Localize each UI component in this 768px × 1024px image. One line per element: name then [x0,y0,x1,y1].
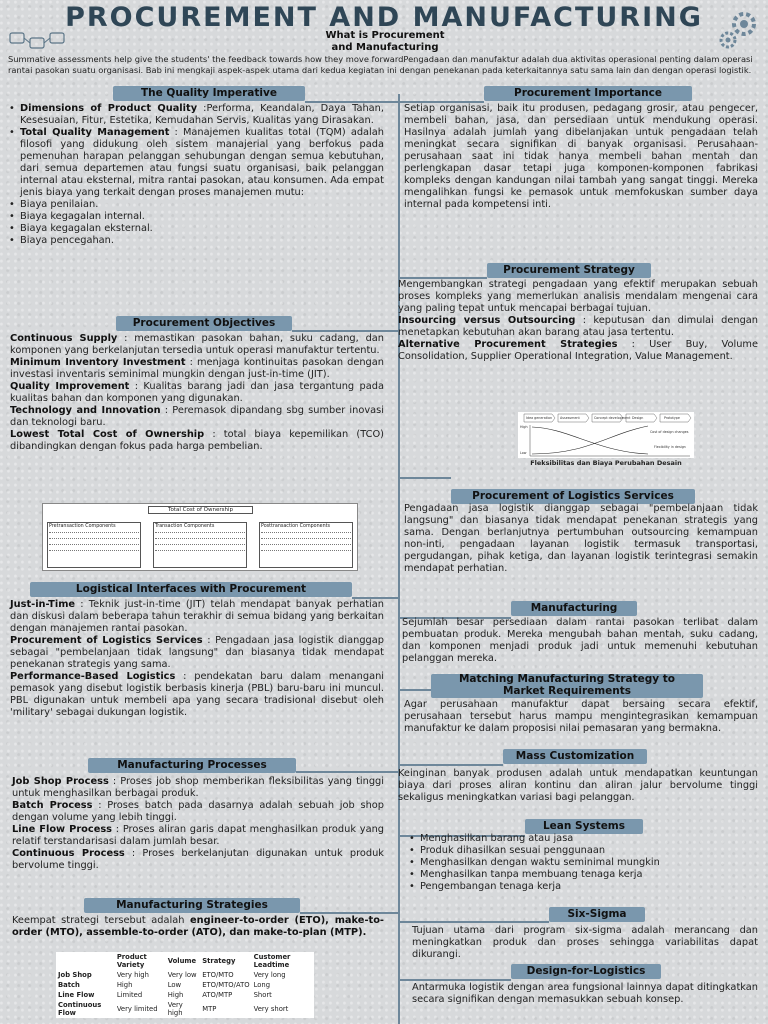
paragraph [10,381,384,405]
tco-col-1 [47,522,141,568]
term: Technology and Innovation [10,405,161,416]
table-cell: Very low [167,971,197,979]
term: Insourcing versus Outsourcing [398,315,576,326]
page-title: PROCUREMENT AND MANUFACTURING [65,2,703,33]
table-header [56,952,115,970]
table-cell: Continuous Flow [58,1001,102,1017]
term: Job Shop Process [12,776,109,787]
table-cell: Very high [167,1001,183,1017]
header-quality-imperative: The Quality Imperative [113,86,305,101]
term: Procurement of Logistics Services [10,635,203,646]
paragraph [10,429,384,453]
tco-figure [42,503,358,571]
design-change-figure [518,412,694,458]
table-cell: Short [253,991,272,999]
table-row [56,1000,314,1018]
stage-label: Assessment [560,416,580,420]
tco-col-title: Posttransaction Components [261,524,331,529]
term: Line Flow Process [12,824,113,835]
header-matching-strategy [431,674,703,698]
stage-label: Design [632,416,644,420]
paragraph [10,357,384,381]
definition: : menjaga kontinuitas pasokan dengan investasi inventaris seminimal mungkin dengan just-in-time (JIT). [10,357,384,380]
term: Total Quality Management [20,127,170,138]
table-cell: High [116,981,133,989]
lean-section [408,833,758,893]
list-item: • Biaya penilaian. [8,199,384,211]
header-manufacturing-processes: Manufacturing Processes [88,758,296,773]
mass-text: Keinginan banyak produsen adalah untuk mendapatkan keuntungan biaya dari proses aliran kontinu dan aliran jalur bervolume tinggi sekaligus meningkatkan variasi bagi pelanggan. [398,768,758,803]
connector [399,764,503,766]
connector [292,330,398,332]
importance-text: Setiap organisasi, baik itu produsen, pedagang grosir, atau pengecer, membeli bahan, jasa, dan persediaan untuk mendukung operasi. Hasilnya adalah jumlah yang dibelanjakan untuk pengadaan telah meningkat secara signifikan di banyak organisasi. Perusahaan-perusahaan saat ini tidak hanya membeli bahan mentah dan perlengkapan dasar tetapi juga komponen-komponen fabrikasi kompleks dengan kandungan nilai tambah yang sangat tinggi. Mereka mengalihkan fungsi ke pemasok untuk memfokuskan sumber daya internal pada kompetensi inti. [404,103,758,210]
table-cell: Long [253,981,271,989]
definition: : Manajemen kualitas total (TQM) adalah filosofi yang didukung oleh sistem manajerial yang berfokus pada pemenuhan harapan pelanggan sehubungan dengan semua kebutuhan, dari semua departemen atau fungsi suatu organisasi, baik pelanggan internal atau eksternal, mitra rantai pasokan, atau konsumen. Ada empat jenis biaya yang terkait dengan proses manajemen mutu: [20,127,384,198]
definition: : Pengadaan jasa logistik dianggap sebagai "pembelanjaan tidak langsung" dan biasanya tidak mendapat penekanan strategis yang sama. [10,635,384,670]
definition: : pendekatan baru dalam menangani pemasok yang disebut logistik berbasis kinerja (PBL) baru-baru ini muncul. PBL digunakan untuk membeli apa yang secara tradisional disebut oleh 'military' sebagai dukungan logistik. [10,671,385,718]
term: Just-in-Time [10,599,76,610]
figure-caption: Fleksibilitas dan Biaya Perubahan Desain [530,459,682,467]
list-item: • Menghasilkan tanpa membuang tenaga kerja [408,869,758,881]
table-row [56,980,314,990]
definition: : Peremasok dipandang sbg sumber inovasi dan teknologi baru. [10,405,384,428]
objectives-section [10,333,384,453]
paragraph [398,339,758,363]
dfl-text: Antarmuka logistik dengan area fungsional lainnya dapat ditingkatkan secara signifikan dengan memasukkan sebuah konsep. [412,982,758,1005]
list-item: • Biaya pencegahan. [8,235,384,247]
curve-label-flex: Flexibility in design [654,445,686,449]
table-row [56,970,314,980]
subtitle [260,30,510,54]
header-design-for-logistics: Design-for-Logistics [511,964,661,979]
header-six-sigma: Six-Sigma [549,907,645,922]
definition: : Proses aliran garis dapat menghasilkan produk yang relatif terstandarisasi dalam jumlah besar. [12,824,384,847]
curve-label-cost: Cost of design changes [650,430,689,434]
tco-figure-title: Total Cost of Ownership [148,506,253,514]
definition: : User Buy, Volume Consolidation, Supplier Operational Integration, Value Management. [398,339,758,362]
manufacturing-text: Sejumlah besar persediaan dalam rantai pasokan terlibat dalam pembuatan produk. Mereka mengubah bahan mentah, suku cadang, dan komponen menjadi produk jadi untuk memenuhi kebutuhan pelanggan mereka. [402,617,758,664]
term: Performance-Based Logistics [10,671,176,682]
connector [399,689,431,691]
definition: :Performa, Keandalan, Daya Tahan, Kesesuaian, Fitur, Estetika, Kemudahan Servis, Kualitas yang Dirasakan. [20,103,384,126]
table-cell: MTP [202,1005,217,1013]
definition: : Kualitas barang jadi dan jasa tergantung pada kualitas bahan dan komponen yang digunakan. [10,381,384,404]
subtitle-line-1: What is Procurement [325,30,445,41]
paragraph [398,315,758,339]
table-header: Product Variety [116,953,147,969]
processes-section [12,776,384,872]
sixsigma-text: Tujuan utama dari program six-sigma adalah merancang dan meningkatkan produk dan proses sehingga variabilitas dapat dikurangi. [412,925,758,960]
header-manufacturing: Manufacturing [511,601,637,616]
list-item [8,103,384,127]
table-cell: ETO/MTO [202,971,234,979]
table-header: Strategy [202,957,236,965]
connector [300,912,398,914]
table-cell: Low [167,981,182,989]
table-cell: Job Shop [58,971,92,979]
term: Batch Process [12,800,93,811]
paragraph [10,405,384,429]
table-cell: Line Flow [58,991,95,999]
term: Continuous Process [12,848,125,859]
matching-text: Agar perusahaan manufaktur dapat bersaing secara efektif, perusahaan tersebut harus mampu mengintegrasikan kemampuan manufaktur ke dalam proposisi nilai pemasaran yang bermakna. [404,699,758,734]
header-mass-customization: Mass Customization [503,749,647,764]
header-line: Market Requirements [502,684,632,697]
header-procurement-importance: Procurement Importance [484,86,692,101]
connector [399,979,511,981]
center-spine [398,94,400,1024]
paragraph [10,599,384,635]
gears-icon [714,6,764,52]
logistics-text: Pengadaan jasa logistik dianggap sebagai "pembelanjaan tidak langsung" dan biasanya tidak mendapat penekanan strategis yang sama. Dengan berlanjutnya pertumbuhan outsourcing kemampuan non-inti, pengadaan layanan logistik termasuk transportasi, pergudangan, pihak ketiga, dan layanan logistik terintegrasi semakin mendapat perhatian. [404,503,758,574]
list-item: • Pengembangan tenaga kerja [408,881,758,893]
term: engineer-to-order (ETO), make-to-order (MTO), assemble-to-order (ATO), dan make-to-plan (MTP). [12,915,384,938]
strategy-table [56,952,314,1018]
term: Lowest Total Cost of Ownership [10,429,205,440]
paragraph [12,800,384,824]
list-item: • Menghasilkan dengan waktu seminimal mungkin [408,857,758,869]
quality-section [8,103,384,247]
header-line: Matching Manufacturing Strategy to [458,673,675,685]
table-cell: Very long [253,971,286,979]
header-lean-systems: Lean Systems [525,819,643,834]
paragraph: Mengembangkan strategi pengadaan yang efektif merupakan sebuah proses kompleks yang memerlukan analisis mendalam mengenai cara yang paling tepat untuk mencapai berbagai tujuan. [398,279,758,314]
header-logistical-interfaces: Logistical Interfaces with Procurement [30,582,352,597]
table-cell: Batch [58,981,80,989]
connector [296,771,398,773]
list-item: • Biaya kegagalan internal. [8,211,384,223]
definition: : Proses berkelanjutan digunakan untuk produk bervolume tinggi. [12,848,384,871]
term: Quality Improvement [10,381,130,392]
axis-label-high: High [520,425,528,429]
table-row [56,990,314,1000]
table-cell: Very high [116,971,149,979]
header-procurement-objectives: Procurement Objectives [116,316,292,331]
axis-label-low: Low [520,451,527,455]
stage-label: Concept development [594,416,631,420]
paragraph [10,333,384,357]
term: Dimensions of Product Quality [20,103,198,114]
tco-col-title: Pretransaction Components [49,524,116,529]
definition: : Proses job shop memberikan fleksibilitas yang tinggi untuk menghasilkan berbagai produk. [12,776,384,799]
workflow-icon [8,30,68,52]
table-header-row [56,952,314,970]
strategies-section [12,915,384,939]
definition: : keputusan dan dimulai dengan menetapkan kebutuhan akan barang atau jasa tertentu. [398,315,759,338]
term: Minimum Inventory Investment [10,357,186,368]
connector [399,477,451,479]
tco-col-3 [259,522,353,568]
table-cell: Very limited [116,1005,158,1013]
strategy-section [398,279,758,363]
header-procurement-logistics-services: Procurement of Logistics Services [451,489,695,504]
term: Continuous Supply [10,333,118,344]
header-manufacturing-strategies: Manufacturing Strategies [84,898,300,913]
table-cell: Very short [253,1005,289,1013]
table-cell: ETO/MTO/ATO [202,981,250,989]
text: Keempat strategi tersebut adalah [12,915,190,926]
header-procurement-strategy: Procurement Strategy [487,263,651,278]
paragraph [12,776,384,800]
table-header: Volume [167,957,197,965]
list-item: • Biaya kegagalan eksternal. [8,223,384,235]
paragraph [12,848,384,872]
stage-label: Idea generation [526,416,553,420]
table-header: Customer Leadtime [253,953,291,969]
term: Alternative Procurement Strategies [398,339,618,350]
definition: : Teknik just-in-time (JIT) telah mendapat banyak perhatian dan diskusi dalam beberapa tahun terakhir di semua bidang yang berkaitan dengan manajemen rantai pasokan. [10,599,384,634]
stage-label: Prototype [664,416,680,420]
paragraph [10,635,384,671]
table-cell: ATO/MTP [202,991,233,999]
tco-col-2 [153,522,247,568]
table-cell: Limited [116,991,143,999]
subtitle-line-2: and Manufacturing [331,42,439,53]
list-item: • Produk dihasilkan sesuai penggunaan [408,845,758,857]
list-item [8,127,384,199]
definition: : Proses batch pada dasarnya adalah sebuah job shop dengan volume yang lebih tinggi. [12,800,384,823]
definition: : total biaya kepemilikan (TCO) dibandingkan dengan fokus pada harga pembelian. [10,429,384,452]
list-item: • Menghasilkan barang atau jasa [408,833,758,845]
paragraph [10,671,384,719]
table-cell: High [167,991,184,999]
intro-paragraph: Summative assessments help give the students' the feedback towards how they move forwardPengadaan dan manufaktur adalah dua aktivitas operasional penting dalam operasi rantai pasokan suatu organisasi. Bab ini mengkaji aspek-aspek utama dari kedua kegiatan ini dengan penekanan pada keterkaitannya satu sama lain dan dengan operasi logistik. [8,54,753,75]
paragraph [12,824,384,848]
connector [399,921,549,923]
paragraph [12,915,384,939]
definition: : memastikan pasokan bahan, suku cadang, dan komponen yang berkelanjutan tersedia untuk operasi manufaktur tertentu. [10,333,384,356]
tco-col-title: Transaction Components [155,524,215,529]
interfaces-section [10,599,384,719]
